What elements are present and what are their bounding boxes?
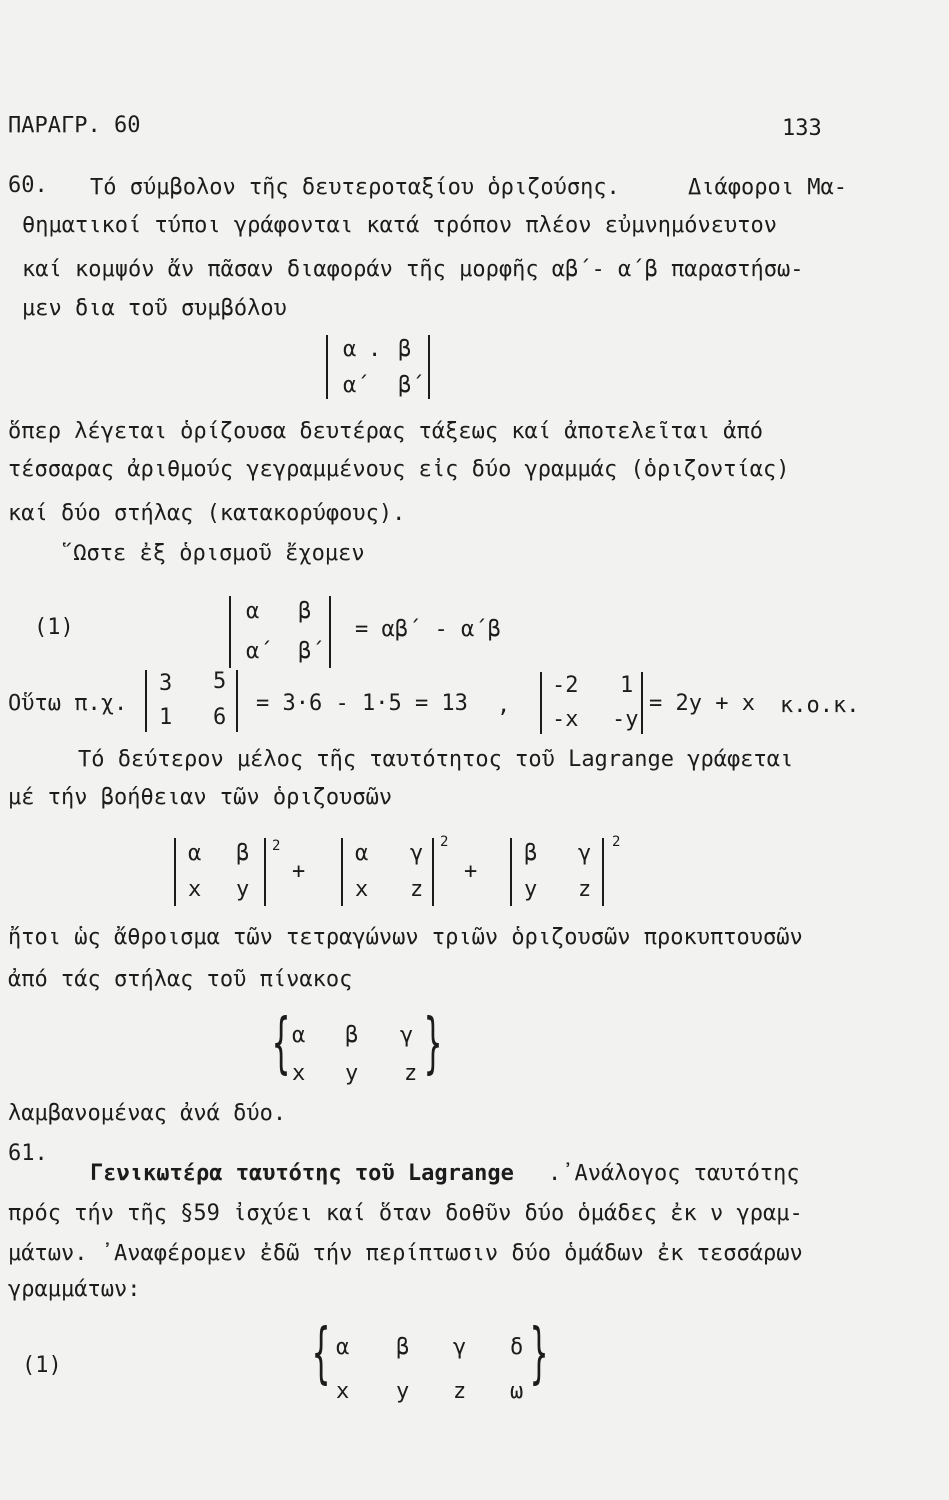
determinant-bar [602,838,604,906]
math-symbol: 3 [159,671,173,696]
math-symbol: α΄ [246,639,273,664]
equation-label: (1) [34,615,74,640]
math-symbol: α [188,841,202,866]
paragraph-line: ὅπερ λέγεται ὁρίζουσα δευτέρας τάξεως καί ἀποτελεῖται ἀπό [8,419,763,444]
paragraph-line: μεν δια τοῦ συμβόλου [22,296,287,321]
math-symbol: ω [510,1379,524,1404]
math-symbol: y [345,1061,359,1086]
math-symbol: y [524,877,538,902]
math-symbol: z [410,877,424,902]
paragraph-line: μέ τήν βοήθειαν τῶν ὁριζουσῶν [8,785,393,810]
determinant-bar [264,838,266,906]
determinant-bar [641,672,643,734]
math-symbol: α [343,337,357,362]
math-symbol: γ [578,841,592,866]
determinant-bar [432,838,434,906]
paragraph-line: λαμβανομένας ἀνά δύο. [8,1101,287,1126]
equation-label: (1) [22,1353,62,1378]
math-symbol: β [396,1335,410,1360]
example-2-rhs: = 2y + x [649,691,755,716]
paragraph-line: καί δύο στήλας (κατακορύφους). [8,501,406,526]
equation-rhs: = αβ΄ - α΄β [355,617,501,642]
example-prefix: Οὕτω π.χ. [8,691,128,716]
math-symbol: y [396,1379,410,1404]
math-symbol: -2 [552,673,579,698]
math-symbol: β [345,1023,359,1048]
math-symbol: z [404,1061,418,1086]
section-number: 60. [8,173,48,198]
paragraph-line: ἤτοι ὡς ἄθροισμα τῶν τετραγώνων τριῶν ὁριζουσῶν προκυπτουσῶν [8,925,803,950]
math-symbol: 2 [440,834,449,850]
paragraph-line: ἀπό τάς στήλας τοῦ πίνακος [8,967,353,992]
section-heading: Τό σύμβολον τῆς δευτεροταξίου ὁριζούσης. [90,175,620,200]
determinant-bar [341,838,343,906]
determinant-bar [229,596,231,668]
math-symbol: β [236,841,250,866]
math-symbol: x [355,877,369,902]
math-symbol: 6 [213,705,227,730]
math-symbol: x [336,1379,350,1404]
matrix-brace: { [272,1005,291,1083]
math-symbol: 1 [159,705,173,730]
paragraph-line: γραμμάτων: [8,1277,141,1302]
math-symbol: α΄ [343,373,370,398]
math-symbol: -y [612,707,639,732]
math-symbol: x [188,877,202,902]
plus-sign: + [464,859,478,884]
comma: , [497,693,511,718]
matrix-brace: { [312,1315,331,1393]
determinant-bar [540,672,542,734]
math-symbol: β [298,599,312,624]
example-2-tail: κ.ο.κ. [780,693,860,718]
math-symbol: z [453,1379,467,1404]
section-heading: Γενικωτέρα ταυτότης τοῦ Lagrange [90,1161,514,1186]
matrix-brace: } [424,1005,443,1083]
math-symbol: . [368,337,382,362]
math-symbol: α [246,599,260,624]
math-symbol: γ [410,841,424,866]
determinant-bar [326,335,328,399]
paragraph-line: Τό δεύτερον μέλος τῆς ταυτότητος τοῦ Lagrange γράφεται [78,747,794,772]
plus-sign: + [292,859,306,884]
section-number: 61. [8,1141,48,1166]
determinant-bar [145,670,147,732]
paragraph-line: .᾽Ανάλογος ταυτότης [548,1161,800,1186]
math-symbol: β [524,841,538,866]
math-symbol: γ [400,1023,414,1048]
paragraph-line: τέσσαρας ἀριθμούς γεγραμμένους εἰς δύο γραμμάς (ὁριζοντίας) [8,457,790,482]
math-symbol: 2 [612,834,621,850]
paragraph-line: πρός τήν τῆς §59 ἰσχύει καί ὅταν δοθῦν δύο ὁμάδες ἐκ ν γραμ- [8,1201,803,1226]
paragraph-line: ῞Ωστε ἐξ ὁρισμοῦ ἔχομεν [60,541,365,566]
determinant-bar [236,670,238,732]
paragraph-line: καί κομψόν ἄν πᾶσαν διαφοράν τῆς μορφῆς αβ΄- α΄β παραστήσω- [22,257,804,282]
math-symbol: β [398,337,412,362]
determinant-bar [174,838,176,906]
math-symbol: α [336,1335,350,1360]
determinant-bar [510,838,512,906]
determinant-bar [329,596,331,668]
math-symbol: 1 [620,673,634,698]
determinant-bar [428,335,430,399]
example-1-rhs: = 3·6 - 1·5 = 13 [256,691,468,716]
math-symbol: β΄ [298,639,325,664]
math-symbol: y [236,877,250,902]
math-symbol: z [578,877,592,902]
page-number: 133 [782,116,822,141]
math-symbol: α [292,1023,306,1048]
math-symbol: 2 [272,838,281,854]
paragraph-line: θηματικοί τύποι γράφονται κατά τρόπον πλέον εὐμνημόνευτον [22,213,777,238]
math-symbol: β΄ [398,373,425,398]
matrix-brace: } [530,1315,549,1393]
running-header: ΠΑΡΑΓΡ. 60 [8,113,141,138]
math-symbol: x [292,1061,306,1086]
paragraph-line: μάτων. ᾽Αναφέρομεν ἐδῶ τήν περίπτωσιν δύο ὁμάδων ἐκ τεσσάρων [8,1241,803,1266]
math-symbol: δ [510,1335,524,1360]
paragraph-line: Διάφοροι Μα- [688,175,847,200]
math-symbol: -x [552,707,579,732]
math-symbol: γ [453,1335,467,1360]
math-symbol: 5 [213,669,227,694]
math-symbol: α [355,841,369,866]
